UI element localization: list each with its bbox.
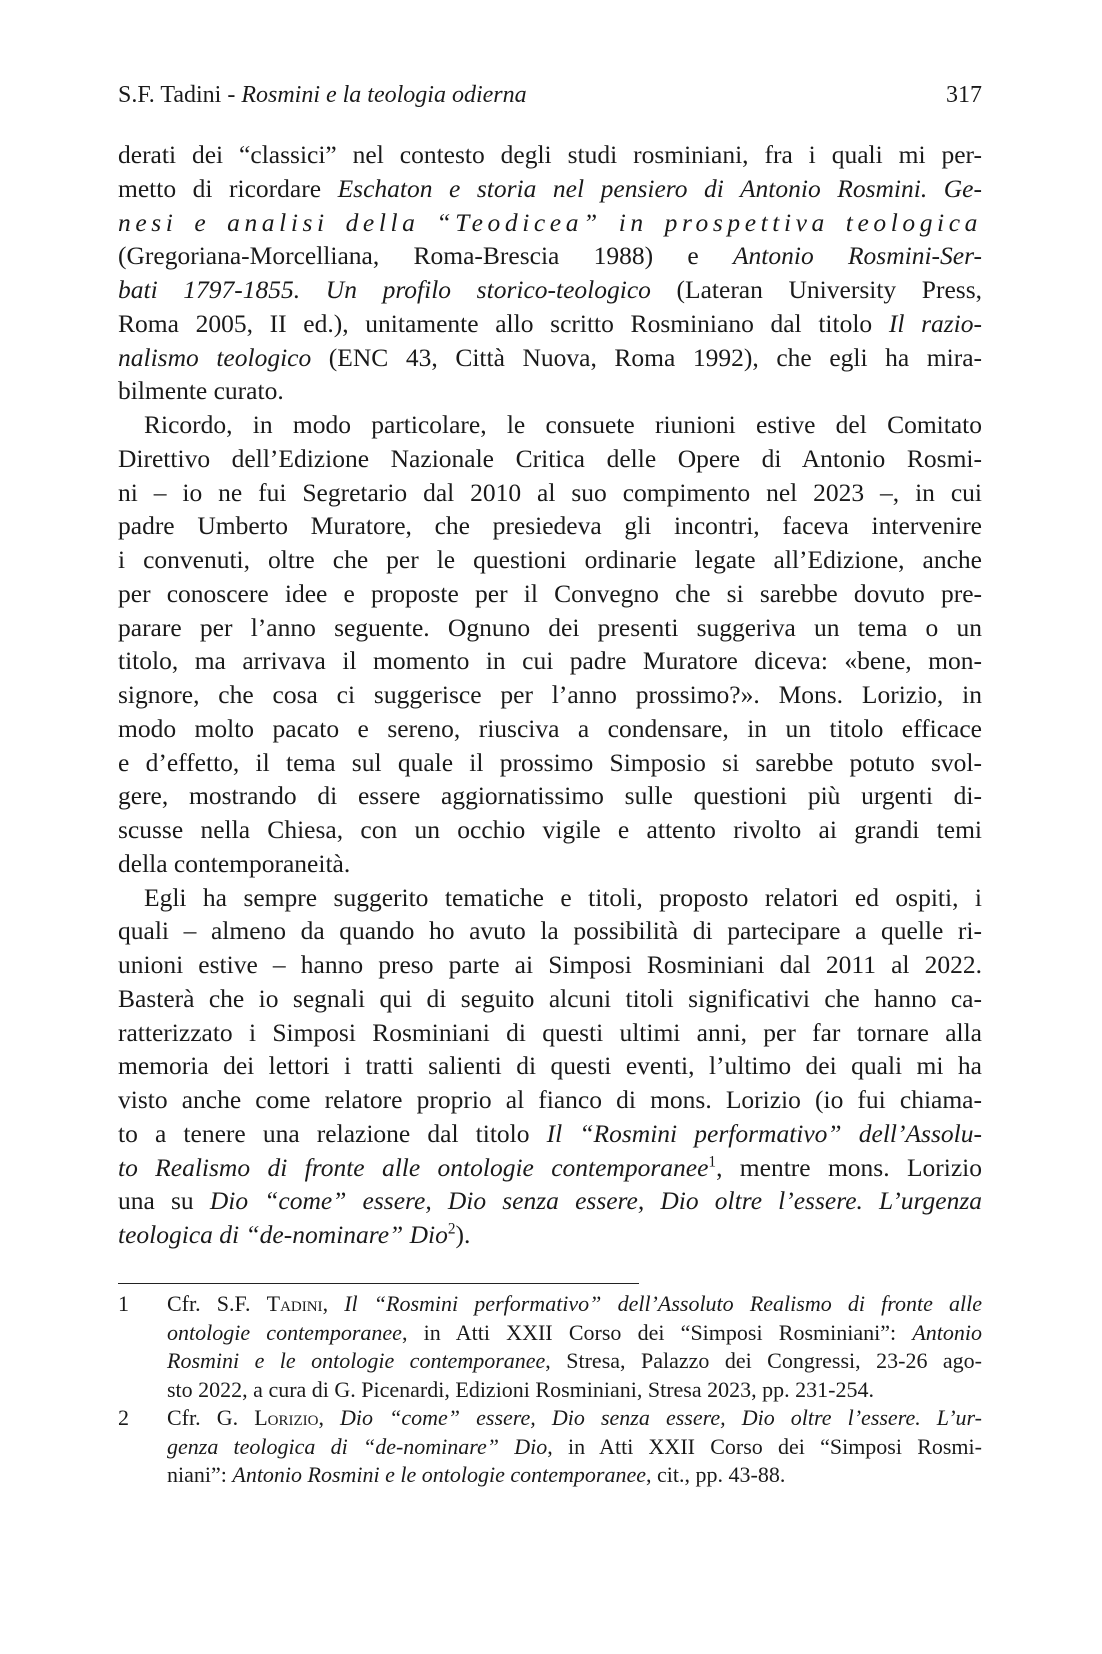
text-segment: sto 2022, a cura di G. Picenardi, Edizioni Rosminiani, Stresa 2023, pp. 231-254. (167, 1376, 874, 1402)
italic-text: Antonio Rosmini-Ser- (732, 241, 983, 271)
text-segment: , (322, 1291, 345, 1316)
text-segment: i convenuti, oltre che per le questioni ordinarie legate all’Edizione, anche (118, 545, 982, 574)
text-segment: parare per l’anno seguente. Ognuno dei presenti suggeriva un tema o un (118, 612, 982, 642)
text-line (118, 982, 982, 1016)
text-line (118, 779, 982, 813)
footnote-line (167, 1376, 982, 1405)
text-segment: quali – almeno da quando ho avuto la possibilità di partecipare a quelle ri- (118, 916, 982, 946)
text-segment: della contemporaneità. (118, 848, 351, 878)
text-segment: (Gregoriana-Morcelliana, Roma-Brescia 1988) e (118, 241, 733, 271)
text-segment: ratterizzato i Simposi Rosminiani di questi ultimi anni, per far tornare alla (118, 1017, 982, 1047)
italic-text: Antonio (912, 1319, 982, 1345)
text-line (118, 341, 982, 375)
text-line (118, 813, 982, 847)
text-line (118, 476, 982, 510)
footnote-line (167, 1433, 982, 1462)
text-line (118, 442, 982, 476)
italic-text: ontologie contemporanee (167, 1319, 402, 1345)
text-segment: (Lateran University Press, (650, 275, 982, 304)
text-segment: bilmente curato. (118, 376, 284, 406)
text-line (118, 948, 982, 982)
text-segment: derati dei “classici” nel contesto degli studi rosminiani, fra i quali mi per- (118, 140, 982, 169)
text-line (118, 712, 982, 746)
italic-text: Antonio Rosmini e le ontologie contemporanee (232, 1462, 647, 1487)
text-line (118, 307, 982, 341)
footnote-line (167, 1347, 982, 1376)
footnote (118, 1290, 982, 1404)
text-segment: , (318, 1405, 341, 1430)
text-segment: Direttivo dell’Edizione Nazionale Critica delle Opere di Antonio Rosmi- (118, 443, 982, 473)
italic-text: nalismo teologico (118, 342, 312, 372)
running-header (118, 78, 982, 112)
text-segment: unioni estive – hanno preso parte ai Simposi Rosminiani dal 2011 al 2022. (118, 950, 982, 979)
text-segment: , in Atti XXII Corso dei “Simposi Rosmi- (547, 1433, 982, 1459)
footnote-line (167, 1319, 982, 1348)
text-line (118, 509, 982, 543)
text-line (118, 611, 982, 645)
italic-text: Dio “come” essere, Dio senza essere, Dio oltre l’essere. L’urgenza (209, 1186, 982, 1216)
text-segment: Cfr. S.F. (167, 1291, 267, 1316)
text-segment: metto di ricordare (118, 173, 338, 203)
footnote-reference: 1 (708, 1153, 717, 1170)
text-line (118, 206, 982, 240)
text-segment: (ENC 43, Città Nuova, Roma 1992), che egli ha mira- (311, 342, 982, 372)
text-line (118, 678, 982, 712)
text-line (118, 1117, 982, 1151)
text-segment: to a tenere una relazione dal titolo (118, 1118, 547, 1148)
text-segment: , mentre mons. Lorizio (716, 1152, 982, 1182)
text-segment: Cfr. G. (167, 1405, 255, 1430)
text-segment: Ricordo, in modo particolare, le consuete riunioni estive del Comitato (144, 410, 982, 439)
text-segment: memoria dei lettori i tratti salienti di questi eventi, l’ultimo dei quali mi ha (118, 1051, 982, 1081)
text-segment: , in Atti XXII Corso dei “Simposi Rosminiani”: (401, 1319, 913, 1345)
text-segment: visto anche come relatore proprio al fianco di mons. Lorizio (io fui chiama- (118, 1085, 982, 1114)
italic-text: Il razio- (888, 308, 983, 338)
italic-text: to Realismo di fronte alle ontologie contemporanee (118, 1152, 709, 1182)
text-line (118, 1016, 982, 1050)
text-segment: ni – io ne fui Segretario dal 2010 al suo compimento nel 2023 –, in cui (118, 477, 982, 507)
text-segment: scusse nella Chiesa, con un occhio vigile e attento rivolto ai grandi temi (118, 815, 982, 844)
text-line (118, 746, 982, 780)
text-segment: , Stresa, Palazzo dei Congressi, 23-26 ago- (545, 1348, 982, 1373)
italic-text: bati 1797-1855. Un profilo storico-teologico (118, 275, 651, 304)
text-line (118, 914, 982, 948)
page-number: 317 (946, 82, 982, 108)
text-line (118, 644, 982, 678)
italic-text: Dio “come” essere, Dio senza essere, Dio oltre l’essere. L’ur- (340, 1405, 982, 1430)
text-line (118, 408, 982, 442)
text-segment: ). (455, 1220, 471, 1249)
text-line (118, 847, 982, 881)
italic-text: Il “Rosmini performativo” dell’Assolu- (546, 1118, 982, 1148)
text-segment: signore, che cosa ci suggerisce per l’anno prossimo?». Mons. Lorizio, in (118, 680, 982, 709)
text-line (118, 374, 982, 408)
footnote-line (167, 1290, 982, 1319)
text-line (118, 1083, 982, 1117)
footnote-line (167, 1461, 982, 1490)
body-text (118, 138, 982, 1252)
text-line (118, 138, 982, 172)
text-line (118, 239, 982, 273)
text-segment: , cit., pp. 43-88. (646, 1462, 786, 1487)
footnote-number: 2 (118, 1405, 129, 1430)
italic-text: nesi e analisi della “Teodicea” in prospettiva teologica (118, 207, 982, 237)
text-segment: per conoscere idee e proposte per il Convegno che si sarebbe dovuto pre- (118, 578, 982, 608)
text-line (118, 273, 982, 307)
text-segment: una su (118, 1186, 210, 1216)
italic-text: genza teologica di “de-nominare” Dio (167, 1433, 548, 1459)
text-line (118, 881, 982, 915)
italic-text: Il “Rosmini performativo” dell’Assoluto Realismo di fronte alle (344, 1291, 982, 1316)
text-line (118, 1049, 982, 1083)
text-segment: padre Umberto Muratore, che presiedeva gli incontri, faceva intervenire (118, 511, 982, 541)
text-line (118, 543, 982, 577)
author-name: Tadini (266, 1291, 323, 1316)
text-segment: modo molto pacato e sereno, riusciva a condensare, in un titolo efficace (118, 713, 982, 743)
footnote-line (167, 1404, 982, 1433)
text-segment: titolo, ma arrivava il momento in cui padre Muratore diceva: «bene, mon- (118, 646, 982, 676)
running-title (118, 78, 527, 112)
text-segment: Roma 2005, II ed.), unitamente allo scritto Rosminiano dal titolo (118, 308, 889, 338)
author-name: Lorizio (254, 1405, 319, 1430)
header-article-title: Rosmini e la teologia odierna (241, 82, 527, 108)
italic-text: Eschaton e storia nel pensiero di Antonio Rosmini. Ge- (337, 173, 982, 203)
text-line (118, 577, 982, 611)
text-segment: Egli ha sempre suggerito tematiche e titoli, proposto relatori ed ospiti, i (144, 882, 982, 912)
text-segment: niani”: (167, 1462, 233, 1487)
text-line (118, 172, 982, 206)
text-line (118, 1218, 982, 1252)
text-line (118, 1184, 982, 1218)
text-segment: Basterà che io segnali qui di seguito alcuni titoli significativi che hanno ca- (118, 983, 982, 1013)
footnote (118, 1404, 982, 1490)
footnote-reference: 2 (447, 1220, 456, 1238)
italic-text: Rosmini e le ontologie contemporanee (167, 1348, 546, 1373)
header-author: S.F. Tadini - (118, 82, 242, 108)
text-segment: gere, mostrando di essere aggiornatissimo sulle questioni più urgenti di- (118, 781, 982, 811)
text-segment: e d’effetto, il tema sul quale il prossimo Simposio si sarebbe potuto svol- (118, 747, 982, 777)
text-line (118, 1151, 982, 1185)
italic-text: teologica di “de-nominare” Dio (118, 1220, 448, 1249)
footnotes (118, 1290, 982, 1490)
footnote-separator (118, 1283, 639, 1284)
footnote-number: 1 (118, 1291, 129, 1316)
